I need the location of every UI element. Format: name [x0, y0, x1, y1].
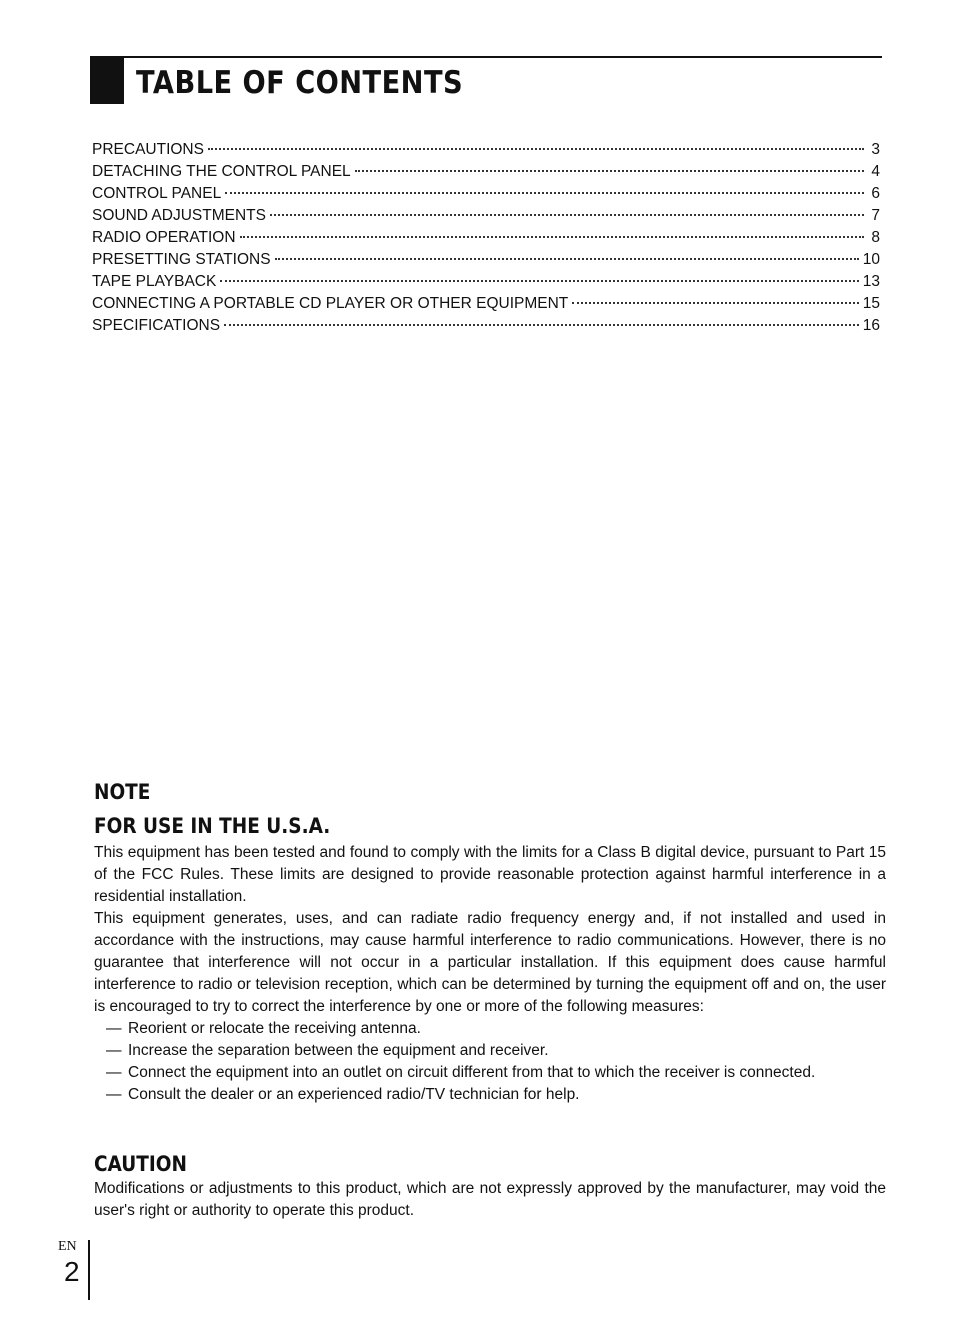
measure-text: Reorient or relocate the receiving antenna. — [128, 1020, 421, 1037]
note-section — [94, 780, 886, 1106]
toc-entry-title: CONNECTING A PORTABLE CD PLAYER OR OTHER EQUIPMENT — [92, 295, 569, 312]
toc-leader-dots — [355, 170, 864, 172]
toc-entry — [92, 293, 880, 315]
title-marker — [90, 58, 124, 104]
table-of-contents — [92, 139, 880, 337]
toc-leader-dots — [240, 236, 864, 238]
toc-entry-page: 8 — [871, 229, 880, 246]
toc-entry-page: 7 — [871, 207, 880, 224]
page-title: TABLE OF CONTENTS — [136, 65, 464, 101]
fcc-paragraph-1: This equipment has been tested and found to comply with the limits for a Class B digital device, pursuant to Part 15 of the FCC Rules. These limits are designed to provide reasonable protection against harmful interference in a residential installation. — [94, 844, 886, 905]
footer-rule — [88, 1240, 90, 1300]
toc-entry-page: 13 — [862, 273, 880, 290]
toc-entry-title: PRESETTING STATIONS — [92, 251, 271, 268]
toc-entry — [92, 183, 880, 205]
dash-bullet: — — [106, 1020, 122, 1037]
toc-entry-title: CONTROL PANEL — [92, 185, 222, 202]
toc-leader-dots — [225, 192, 864, 194]
measure-item — [94, 1040, 886, 1062]
toc-entry-page: 16 — [862, 317, 880, 334]
toc-entry-title: RADIO OPERATION — [92, 229, 236, 246]
toc-entry-page: 3 — [871, 141, 880, 158]
toc-entry-title: SOUND ADJUSTMENTS — [92, 207, 266, 224]
measures-list — [94, 1018, 886, 1106]
toc-leader-dots — [275, 258, 859, 260]
toc-entry-title: TAPE PLAYBACK — [92, 273, 217, 290]
title-block — [90, 58, 508, 104]
toc-leader-dots — [572, 302, 858, 304]
toc-leader-dots — [224, 324, 859, 326]
caution-section — [94, 1152, 886, 1222]
toc-leader-dots — [220, 280, 858, 282]
usa-heading: FOR USE IN THE U.S.A. — [94, 814, 331, 838]
toc-entry — [92, 271, 880, 293]
measure-text: Increase the separation between the equipment and receiver. — [128, 1042, 549, 1059]
note-heading: NOTE — [94, 780, 151, 804]
measure-text: Connect the equipment into an outlet on circuit different from that to which the receiver is connected. — [128, 1064, 816, 1081]
caution-heading: CAUTION — [94, 1152, 187, 1176]
toc-entry-title: SPECIFICATIONS — [92, 317, 221, 334]
toc-entry — [92, 249, 880, 271]
dash-bullet: — — [106, 1064, 122, 1081]
toc-entry-page: 6 — [871, 185, 880, 202]
page-number: 2 — [64, 1256, 80, 1287]
fcc-paragraph-2: This equipment generates, uses, and can radiate radio frequency energy and, if not installed and used in accordance with the instructions, may cause harmful interference to radio communications. However, there is no guarantee that interference will not occur in a particular installation. If this equipment does cause harmful interference to radio or television reception, which can be determined by turning the equipment off and on, the user is encouraged to try to correct the interference by one or more of the following measures: — [94, 910, 886, 1015]
dash-bullet: — — [106, 1042, 122, 1059]
caution-text: Modifications or adjustments to this product, which are not expressly approved by the manufacturer, may void the user's right or authority to operate this product. — [94, 1180, 886, 1219]
toc-entry — [92, 227, 880, 249]
measure-item — [94, 1018, 886, 1040]
measure-text: Consult the dealer or an experienced radio/TV technician for help. — [128, 1086, 580, 1103]
toc-entry — [92, 139, 880, 161]
toc-entry-page: 10 — [862, 251, 880, 268]
measure-item — [94, 1084, 886, 1106]
toc-entry-title: DETACHING THE CONTROL PANEL — [92, 163, 351, 180]
measure-item — [94, 1062, 886, 1084]
toc-entry-page: 15 — [862, 295, 880, 312]
toc-entry-title: PRECAUTIONS — [92, 141, 204, 158]
dash-bullet: — — [106, 1086, 122, 1103]
toc-entry — [92, 315, 880, 337]
toc-entry-page: 4 — [871, 163, 880, 180]
toc-entry — [92, 205, 880, 227]
toc-leader-dots — [270, 214, 864, 216]
toc-entry — [92, 161, 880, 183]
language-code: EN — [58, 1239, 77, 1254]
toc-leader-dots — [208, 148, 864, 150]
